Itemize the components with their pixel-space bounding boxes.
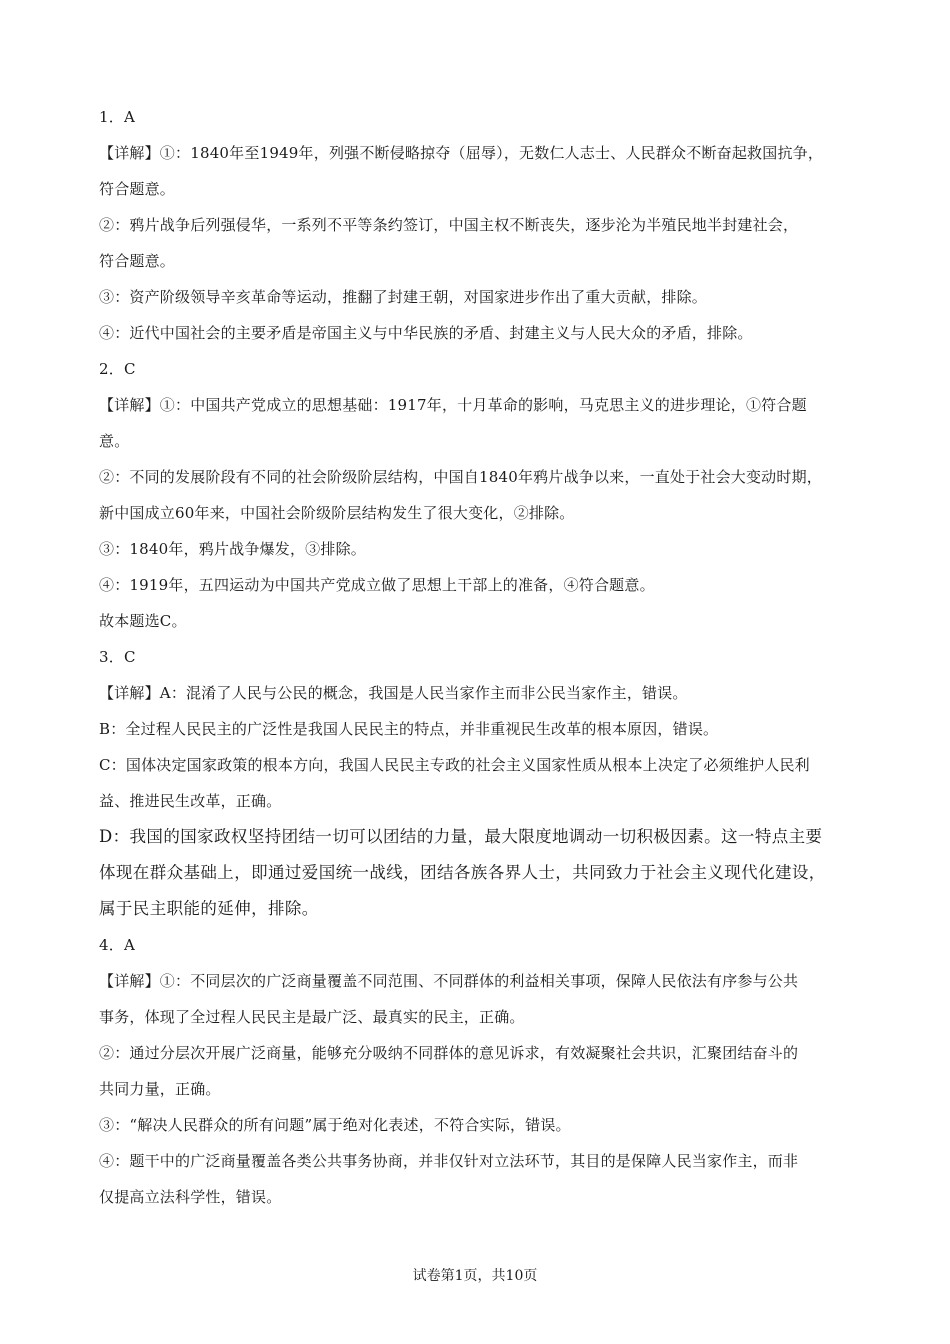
answer-1-detail-line: ④：近代中国社会的主要矛盾是帝国主义与中华民族的矛盾、封建主义与人民大众的矛盾，排除。 [99, 324, 753, 342]
answer-2-detail-line: 【详解】①：中国共产党成立的思想基础：1917年，十月革命的影响，马克思主义的进步理论，①符合题 [99, 396, 807, 414]
answer-4-detail-line: ④：题干中的广泛商量覆盖各类公共事务协商，并非仅针对立法环节，其目的是保障人民当家作主，而非 [99, 1152, 799, 1170]
answer-1-heading: 1．A [99, 108, 135, 126]
answer-3-detail-line: B：全过程人民民主的广泛性是我国人民民主的特点，并非重视民生改革的根本原因，错误。 [99, 720, 719, 738]
answer-4-detail-line: 【详解】①：不同层次的广泛商量覆盖不同范围、不同群体的利益相关事项，保障人民依法有序参与公共 [99, 972, 799, 990]
answer-2-heading: 2．C [99, 360, 136, 378]
answer-1-detail-line: ②：鸦片战争后列强侵华，一系列不平等条约签订，中国主权不断丧失，逐步沦为半殖民地半封建社会， [99, 216, 799, 234]
answer-2-detail-line: ④：1919年，五四运动为中国共产党成立做了思想上干部上的准备，④符合题意。 [99, 576, 655, 594]
answer-3-detail-line: 体现在群众基础上，即通过爱国统一战线，团结各族各界人士，共同致力于社会主义现代化建设， [99, 863, 826, 882]
answer-2-detail-line: ②：不同的发展阶段有不同的社会阶级阶层结构，中国自1840年鸦片战争以来，一直处于社会大变动时期， [99, 468, 822, 486]
answer-4-detail-line: ③：“解决人民群众的所有问题”属于绝对化表述，不符合实际，错误。 [99, 1116, 571, 1134]
answer-4-detail-line: 共同力量，正确。 [99, 1080, 221, 1098]
answer-3-detail-line: 属于民主职能的延伸，排除。 [99, 899, 319, 918]
answer-content [99, 99, 869, 1215]
answer-1-detail-line: 符合题意。 [99, 252, 176, 270]
page-footer: 试卷第1页，共10页 [412, 1268, 538, 1284]
answer-4-detail-line: 事务，体现了全过程人民民主是最广泛、最真实的民主，正确。 [99, 1008, 525, 1026]
answer-3-heading: 3．C [99, 648, 136, 666]
answer-4-detail-line: ②：通过分层次开展广泛商量，能够充分吸纳不同群体的意见诉求，有效凝聚社会共识，汇聚团结奋斗的 [99, 1044, 799, 1062]
answer-3-detail-line: D：我国的国家政权坚持团结一切可以团结的力量，最大限度地调动一切积极因素。这一特点主要 [99, 827, 823, 846]
answer-1-detail-line: 【详解】①：1840年至1949年，列强不断侵略掠夺（屈辱），无数仁人志士、人民群众不断奋起救国抗争， [99, 144, 824, 162]
answer-1-detail-line: ③：资产阶级领导辛亥革命等运动，推翻了封建王朝，对国家进步作出了重大贡献，排除。 [99, 288, 708, 306]
answer-4-detail-line: 仅提高立法科学性，错误。 [99, 1188, 282, 1206]
answer-2-detail-line: ③：1840年，鸦片战争爆发，③排除。 [99, 540, 366, 558]
answer-2-detail-line: 意。 [99, 432, 130, 450]
answer-3-detail-line: 益、推进民生改革，正确。 [99, 792, 282, 810]
answer-3-detail-line: 【详解】A：混淆了人民与公民的概念，我国是人民当家作主而非公民当家作主，错误。 [99, 684, 688, 702]
answer-2-conclusion: 故本题选C。 [99, 612, 187, 630]
answer-3-detail-line: C：国体决定国家政策的根本方向，我国人民民主专政的社会主义国家性质从根本上决定了必须维护人民利 [99, 756, 810, 774]
answer-4-heading: 4．A [99, 936, 135, 954]
answer-1-detail-line: 符合题意。 [99, 180, 176, 198]
answer-2-detail-line: 新中国成立60年来，中国社会阶级阶层结构发生了很大变化，②排除。 [99, 504, 575, 522]
